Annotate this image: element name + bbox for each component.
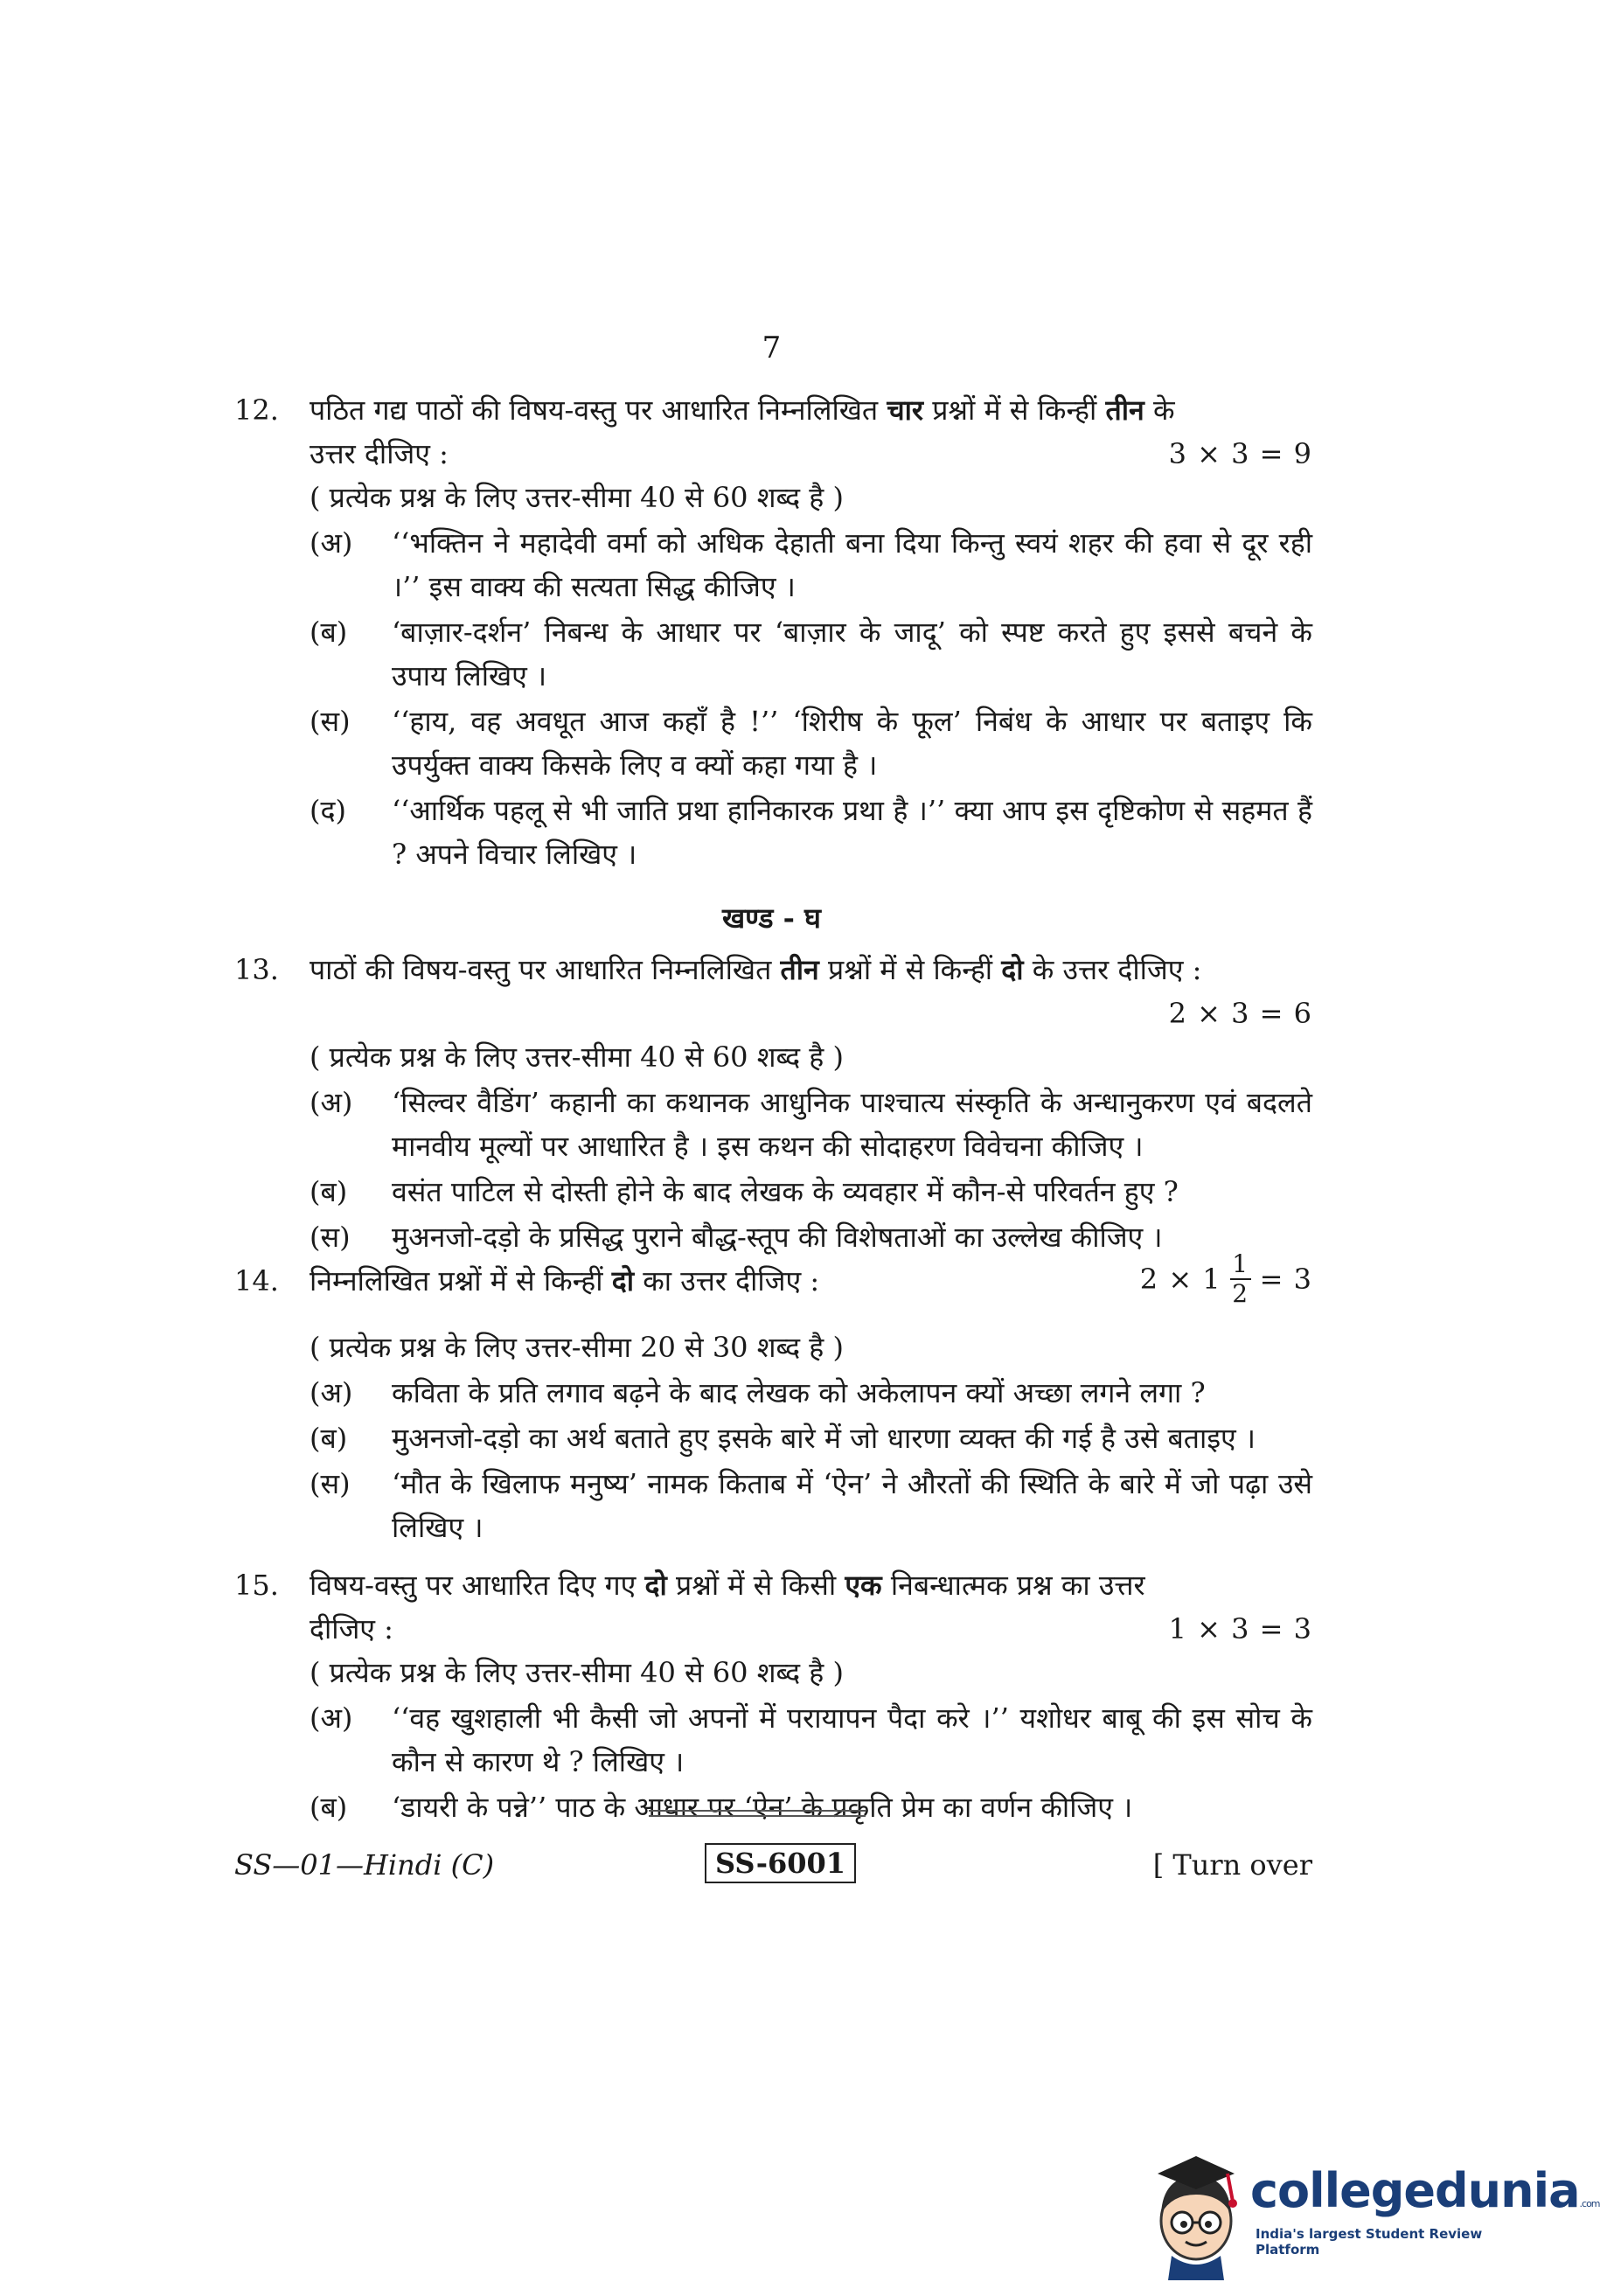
- question-text-part: निम्नलिखित प्रश्नों में से किन्हीं: [310, 1264, 612, 1298]
- question-emphasis: तीन: [1105, 393, 1144, 427]
- question-text-part: उत्तर दीजिए :: [310, 437, 449, 470]
- sub-question-label: (अ): [310, 1086, 353, 1119]
- sub-question: [310, 1081, 1312, 1168]
- sub-question-label: (द): [310, 794, 346, 827]
- logo-name: collegedunia: [1250, 2163, 1580, 2218]
- sub-question-label: (अ): [310, 526, 353, 560]
- question-text: [310, 1249, 1312, 1310]
- collegedunia-logo: [1145, 2133, 1600, 2282]
- sub-question-label: (ब): [310, 616, 348, 649]
- word-limit-note: ( प्रत्येक प्रश्न के लिए उत्तर-सीमा 40 से 60 शब्द है ): [310, 1040, 844, 1074]
- series-code-box: SS-6001: [705, 1843, 856, 1883]
- sub-question-text: मुअनजो-दड़ो का अर्थ बताते हुए इसके बारे में जो धारणा व्यक्त की गई है उसे बताइए ।: [392, 1422, 1256, 1455]
- marks-line: [310, 991, 1312, 1035]
- logo-tagline: India's largest Student Review Platform: [1256, 2226, 1483, 2258]
- sub-question-text: ‘‘आर्थिक पहलू से भी जाति प्रथा हानिकारक प्रथा है ।’’ क्या आप इस दृष्टिकोण से सहमत हैं ? अपने विचार लिखिए ।: [392, 794, 1312, 871]
- sub-question: [310, 789, 1312, 876]
- question-emphasis: चार: [887, 393, 924, 427]
- question-text: [310, 388, 1312, 432]
- question-emphasis: एक: [845, 1569, 882, 1602]
- word-limit-note: ( प्रत्येक प्रश्न के लिए उत्तर-सीमा 40 से 60 शब्द है ): [310, 1656, 844, 1689]
- question-15: [234, 1563, 1312, 1829]
- sub-question: [310, 1462, 1312, 1549]
- section-heading: खण्ड - घ: [722, 901, 821, 935]
- question-text-part: दीजिए :: [310, 1612, 393, 1645]
- question-emphasis: तीन: [780, 953, 819, 986]
- question-text-part: प्रश्नों में से किन्हीं: [923, 393, 1106, 427]
- end-rule-top: [649, 1810, 866, 1812]
- logo-dotcom: .com: [1579, 2198, 1600, 2209]
- marks-fraction: [1230, 1249, 1251, 1308]
- question-emphasis: दो: [611, 1264, 635, 1298]
- question-text-line2: [310, 432, 1312, 476]
- sub-question-text: ‘सिल्वर वैडिंग’ कहानी का कथानक आधुनिक पाश्चात्य संस्कृति के अन्धानुकरण एवं बदलते मानवीय मूल्यों पर आधारित है । इस कथन की सोदाहरण विवेचना कीजिए ।: [392, 1086, 1312, 1163]
- logo-wordmark: [1250, 2163, 1600, 2218]
- sub-question: [310, 699, 1312, 787]
- question-emphasis: दो: [1001, 953, 1024, 986]
- sub-question: [310, 1696, 1312, 1784]
- sub-question-label: (स): [310, 1467, 351, 1500]
- page-footer: [234, 1843, 1312, 1887]
- sub-question: [310, 1416, 1312, 1460]
- question-text-line2: [310, 1607, 1312, 1651]
- sub-question-label: (स): [310, 1221, 351, 1254]
- question-text-part: पाठों की विषय-वस्तु पर आधारित निम्नलिखित: [310, 953, 781, 986]
- question-number: 13.: [234, 953, 279, 986]
- question-text-part: प्रश्नों में से किन्हीं: [818, 953, 1002, 986]
- question-text-part: के उत्तर दीजिए :: [1023, 953, 1202, 986]
- question-text: [310, 948, 1312, 991]
- sub-question: [310, 610, 1312, 698]
- question-text-part: विषय-वस्तु पर आधारित दिए गए: [310, 1569, 645, 1602]
- sub-question-text: ‘डायरी के पन्ने’’ पाठ के आधार पर ‘ऐन’ के प्रकृति प्रेम का वर्णन कीजिए ।: [392, 1791, 1133, 1824]
- question-emphasis: दो: [644, 1569, 667, 1602]
- sub-question-text: ‘‘हाय, वह अवधूत आज कहाँ है !’’ ‘शिरीष के फूल’ निबंध के आधार पर बताइए कि उपर्युक्त वाक्य किसके लिए व क्यों कहा गया है ।: [392, 705, 1312, 782]
- marks: 3 × 3 = 9: [1168, 437, 1312, 470]
- sub-question-text: ‘मौत के खिलाफ मनुष्य’ नामक किताब में ‘ऐन’ ने औरतों की स्थिति के बारे में जो पढ़ा उसे लिखिए ।: [392, 1467, 1312, 1544]
- question-text-part: का उत्तर दीजिए :: [634, 1264, 820, 1298]
- word-limit-note: ( प्रत्येक प्रश्न के लिए उत्तर-सीमा 20 से 30 शब्द है ): [310, 1331, 844, 1364]
- question-12: [234, 388, 1312, 876]
- marks-part: 2 × 1: [1139, 1263, 1221, 1296]
- marks: 2 × 3 = 6: [1168, 997, 1312, 1030]
- question-number: 12.: [234, 393, 279, 427]
- fraction-denominator: 2: [1232, 1279, 1249, 1308]
- question-text-part: निबन्धात्मक प्रश्न का उत्तर: [881, 1569, 1145, 1602]
- sub-question: [310, 1785, 1312, 1829]
- marks: 1 × 3 = 3: [1168, 1612, 1312, 1645]
- sub-question-label: (ब): [310, 1422, 348, 1455]
- fraction-numerator: 1: [1232, 1249, 1249, 1278]
- sub-question: [310, 1170, 1312, 1214]
- sub-question-text: कविता के प्रति लगाव बढ़ने के बाद लेखक को अकेलापन क्यों अच्छा लगने लगा ?: [392, 1376, 1206, 1409]
- question-text: [310, 1563, 1312, 1607]
- question-text-part: प्रश्नों में से किसी: [666, 1569, 845, 1602]
- page-number: 7: [762, 330, 782, 365]
- word-limit-note: ( प्रत्येक प्रश्न के लिए उत्तर-सीमा 40 से 60 शब्द है ): [310, 481, 844, 514]
- sub-question-text: ‘बाज़ार-दर्शन’ निबन्ध के आधार पर ‘बाज़ार के जादू’ को स्पष्ट करते हुए इससे बचने के उपाय लिखिए ।: [392, 616, 1312, 692]
- sub-question: [310, 521, 1312, 609]
- question-13: [234, 948, 1312, 1259]
- mascot-icon: [1145, 2133, 1250, 2282]
- question-14: [234, 1249, 1312, 1549]
- sub-question-label: (अ): [310, 1701, 353, 1735]
- paper-code: SS—01—Hindi (C): [234, 1848, 495, 1882]
- sub-question-label: (स): [310, 705, 351, 738]
- question-number: 15.: [234, 1569, 279, 1602]
- sub-question-label: (अ): [310, 1376, 353, 1409]
- question-text-part: के: [1144, 393, 1175, 427]
- sub-question: [310, 1371, 1312, 1415]
- sub-question-label: (ब): [310, 1791, 348, 1824]
- question-number: 14.: [234, 1264, 279, 1298]
- marks-part: = 3: [1259, 1263, 1312, 1296]
- end-rule-bottom: [649, 1815, 866, 1817]
- question-text-part: पठित गद्य पाठों की विषय-वस्तु पर आधारित निम्नलिखित: [310, 393, 887, 427]
- sub-question-text: ‘‘वह खुशहाली भी कैसी जो अपनों में परायापन पैदा करे ।’’ यशोधर बाबू की इस सोच के कौन से कारण थे ? लिखिए ।: [392, 1701, 1312, 1778]
- marks: [1139, 1249, 1312, 1308]
- sub-question-text: ‘‘भक्तिन ने महादेवी वर्मा को अधिक देहाती बना दिया किन्तु स्वयं शहर की हवा से दूर रही ।’’ इस वाक्य की सत्यता सिद्ध कीजिए ।: [392, 526, 1312, 603]
- turn-over-note: [ Turn over: [1152, 1848, 1312, 1882]
- sub-question-text: वसंत पाटिल से दोस्ती होने के बाद लेखक के व्यवहार में कौन-से परिवर्तन हुए ?: [392, 1175, 1179, 1208]
- sub-question-label: (ब): [310, 1175, 348, 1208]
- sub-question-text: मुअनजो-दड़ो के प्रसिद्ध पुराने बौद्ध-स्तूप की विशेषताओं का उल्लेख कीजिए ।: [392, 1221, 1163, 1254]
